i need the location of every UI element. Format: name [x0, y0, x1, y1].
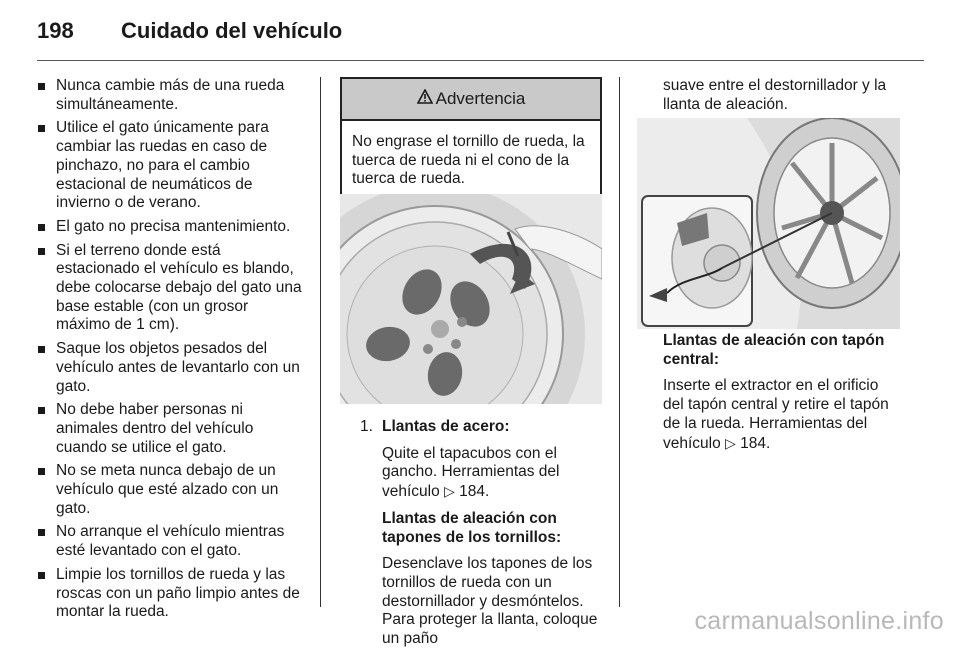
warning-box	[340, 77, 602, 201]
page-header	[37, 14, 923, 54]
col3-continued-text: suave entre el destornillador y la llanta de aleación.	[663, 77, 887, 113]
list-item: Saque los objetos pesados del vehículo antes de levantarlo con un gato.	[37, 340, 305, 396]
page-reference-arrow-icon: ▷	[444, 483, 455, 500]
step-heading-alloy-caps: Llantas de aleación con tapones de los tornillos:	[382, 509, 562, 546]
page-reference-arrow-icon: ▷	[725, 434, 736, 451]
list-item: Utilice el gato únicamente para cambiar las ruedas en caso de pinchazo, no para el cambio estacional de neumáticos de invierno o de verano.	[37, 119, 305, 213]
page-number: 198	[37, 18, 74, 43]
step-text-steel: Quite el tapacubos con el gancho. Herramientas del vehículo	[382, 444, 560, 501]
list-item: Limpie los tornillos de rueda y las roscas con un paño limpio antes de montar la rueda.	[37, 566, 305, 622]
list-item: No arranque el vehículo mientras esté levantado con el gato.	[37, 523, 305, 560]
list-item: No se meta nunca debajo de un vehículo que esté alzado con un gato.	[37, 462, 305, 518]
page-ref-steel: 184.	[459, 483, 490, 501]
alloy-center-cap-heading: Llantas de aleación con tapón central:	[663, 332, 885, 368]
column-2	[340, 77, 602, 201]
steel-wheel-illustration	[340, 194, 602, 404]
column-1	[37, 77, 305, 627]
warning-title: Advertencia	[435, 88, 526, 108]
page-ref-alloy: 184.	[740, 434, 771, 452]
warning-body: No engrase el tornillo de rueda, la tuerca de rueda ni el cono de la tuerca de rueda.	[352, 133, 585, 188]
list-item: Si el terreno donde está estacionado el vehículo es blando, debe colocarse debajo del gato una base estable (con un grosor máximo de 1 cm).	[37, 242, 305, 336]
alloy-wheel-illustration	[637, 118, 900, 329]
warning-header	[342, 79, 600, 121]
header-divider	[37, 60, 924, 61]
watermark: carmanualsonline.info	[694, 607, 944, 635]
step-1	[340, 418, 602, 657]
warning-triangle-icon	[417, 89, 433, 110]
list-item: El gato no precisa mantenimiento.	[37, 218, 305, 237]
column-divider-1	[320, 77, 321, 607]
alloy-center-cap-text: Inserte el extractor en el orificio del tapón central y retire el tapón de la rueda. Herramientas del vehículo	[663, 377, 889, 452]
step-heading-steel: Llantas de acero:	[382, 418, 510, 435]
col3-alloy-center-cap	[663, 332, 901, 461]
step-text-alloy-caps: Desenclave los tapones de los tornillos de rueda con un destornillador y desmóntelos. Para proteger la llanta, coloque un paño	[382, 555, 598, 648]
column-divider-2	[619, 77, 620, 607]
list-item: Nunca cambie más de una rueda simultáneamente.	[37, 77, 305, 114]
page-title: Cuidado del vehículo	[121, 18, 343, 43]
safety-bullet-list	[37, 77, 305, 622]
step-number: 1.	[360, 418, 373, 435]
list-item: No debe haber personas ni animales dentro del vehículo cuando se utilice el gato.	[37, 401, 305, 457]
